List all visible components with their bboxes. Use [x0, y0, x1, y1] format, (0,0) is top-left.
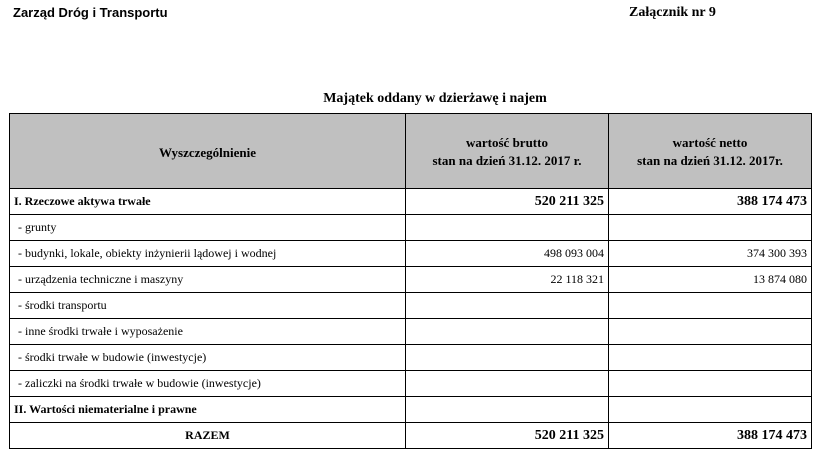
gross-value-cell	[406, 371, 609, 397]
net-value-cell: 13 874 080	[609, 267, 812, 293]
net-value-cell: 374 300 393	[609, 241, 812, 267]
table-row	[10, 267, 812, 293]
gross-value-cell	[406, 215, 609, 241]
net-value-cell	[609, 319, 812, 345]
row-label: II. Wartości niematerialne i prawne	[10, 397, 406, 423]
row-label: - zaliczki na środki trwałe w budowie (inwestycje)	[10, 371, 406, 397]
net-value-cell	[609, 371, 812, 397]
gross-value-cell	[406, 293, 609, 319]
row-label: - urządzenia techniczne i maszyny	[10, 267, 406, 293]
table-total-row	[10, 423, 812, 449]
table-header-row	[10, 114, 812, 189]
column-header-net-value	[609, 114, 812, 189]
table-row	[10, 215, 812, 241]
column-header-net-date: stan na dzień 31.12. 2017r.	[637, 152, 783, 168]
gross-value-cell: 22 118 321	[406, 267, 609, 293]
net-value-cell	[609, 293, 812, 319]
annex-number: Załącznik nr 9	[629, 5, 716, 20]
document-title: Majątek oddany w dzierżawę i najem	[323, 91, 547, 106]
table-row	[10, 371, 812, 397]
gross-value-cell: 520 211 325	[406, 189, 609, 215]
net-value-cell	[609, 345, 812, 371]
row-label: - budynki, lokale, obiekty inżynierii lądowej i wodnej	[10, 241, 406, 267]
row-label: - grunty	[10, 215, 406, 241]
row-label: - środki trwałe w budowie (inwestycje)	[10, 345, 406, 371]
table-row	[10, 397, 812, 423]
total-gross-value: 520 211 325	[406, 423, 609, 449]
column-header-gross-value	[406, 114, 609, 189]
row-label: I. Rzeczowe aktywa trwałe	[10, 189, 406, 215]
table-row	[10, 345, 812, 371]
table-row	[10, 319, 812, 345]
table-row	[10, 189, 812, 215]
assets-table	[9, 113, 812, 449]
total-net-value: 388 174 473	[609, 423, 812, 449]
column-header-gross-title: wartość brutto	[466, 134, 548, 150]
gross-value-cell	[406, 397, 609, 423]
table-row	[10, 241, 812, 267]
row-label: - środki transportu	[10, 293, 406, 319]
organization-name: Zarząd Dróg i Transportu	[13, 5, 168, 20]
table-row	[10, 293, 812, 319]
column-header-description	[10, 114, 406, 189]
gross-value-cell	[406, 345, 609, 371]
gross-value-cell: 498 093 004	[406, 241, 609, 267]
total-label: RAZEM	[10, 423, 406, 449]
column-header-net-title: wartość netto	[672, 134, 748, 150]
net-value-cell	[609, 215, 812, 241]
column-header-description-text: Wyszczególnienie	[159, 145, 256, 160]
net-value-cell: 388 174 473	[609, 189, 812, 215]
gross-value-cell	[406, 319, 609, 345]
row-label: - inne środki trwałe i wyposażenie	[10, 319, 406, 345]
net-value-cell	[609, 397, 812, 423]
column-header-gross-date: stan na dzień 31.12. 2017 r.	[432, 152, 582, 168]
